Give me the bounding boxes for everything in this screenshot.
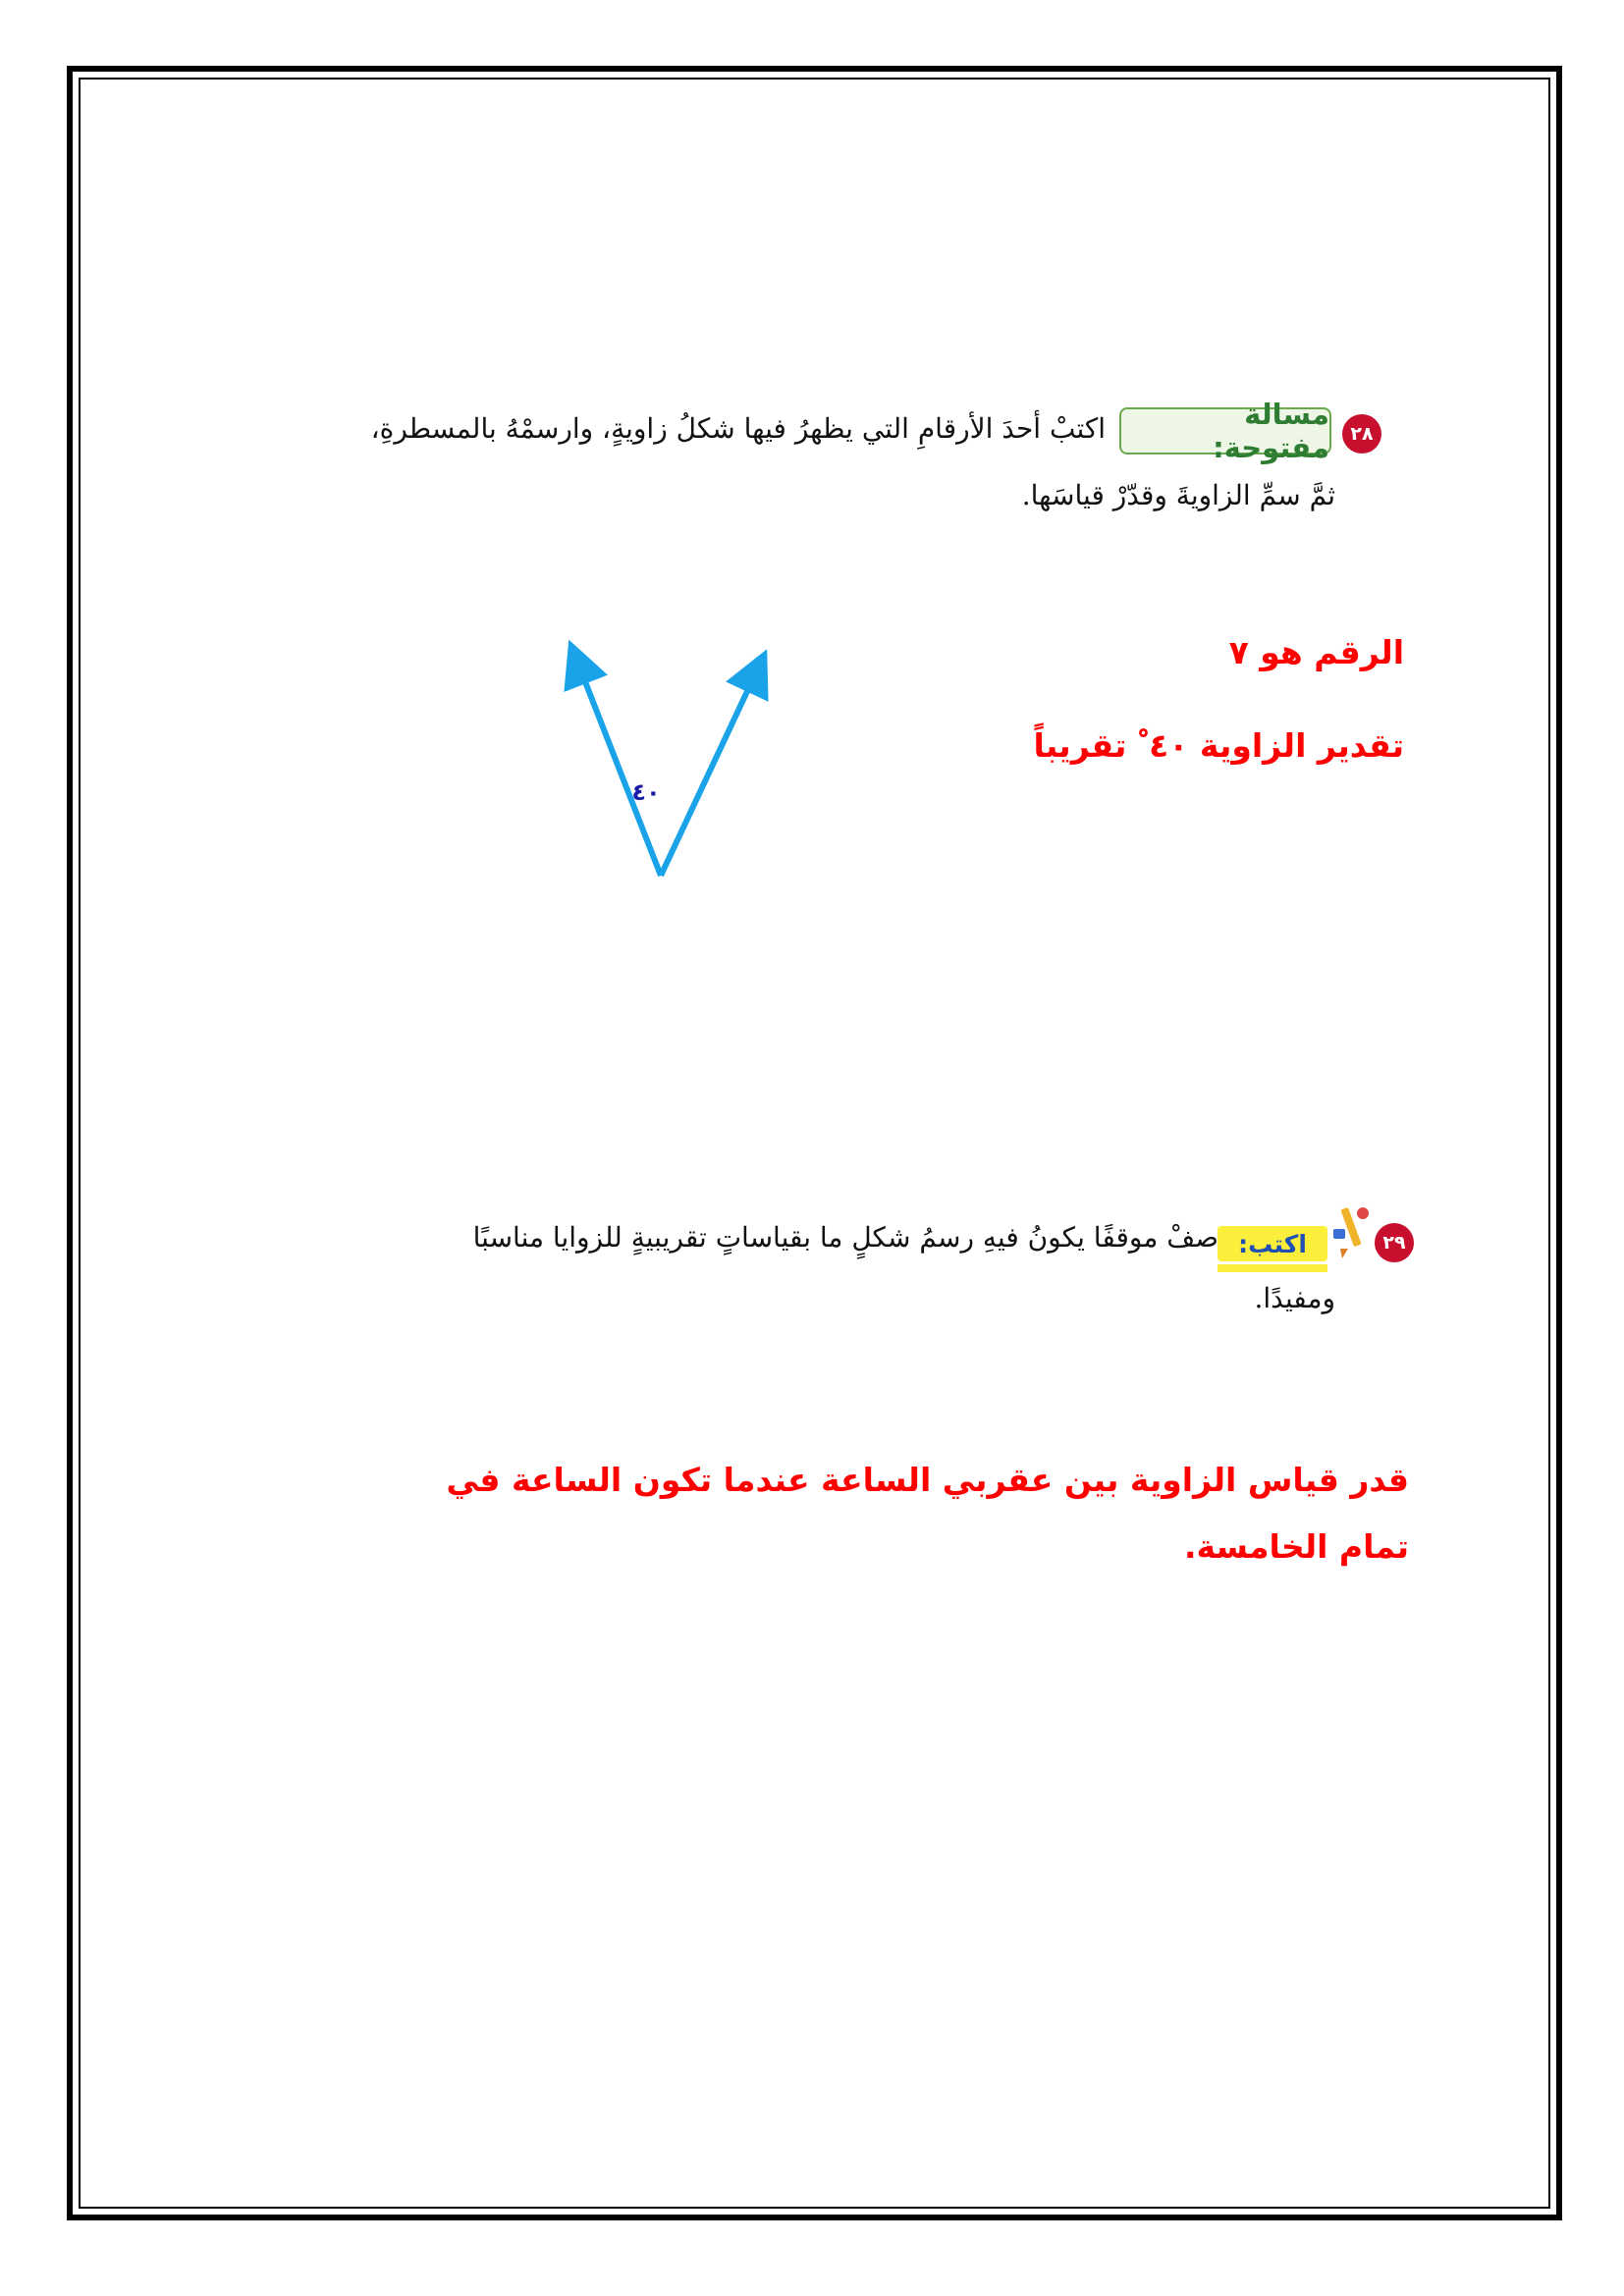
pencil-icon (1329, 1203, 1373, 1260)
open-problem-tag: مسالة مفتوحة: (1119, 407, 1331, 454)
question-29-number-badge: ٢٩ (1375, 1223, 1414, 1262)
answer-28-estimate-line: تقدير الزاوية ٤٠ ْ تقريباً (1033, 726, 1404, 765)
write-tag-underline (1218, 1264, 1327, 1272)
answer-29-line-1: قدر قياس الزاوية بين عقربي الساعة عندما تكون الساعة في (446, 1461, 1409, 1499)
angle-drawing (550, 628, 785, 893)
question-28-text-line-1: اكتبْ أحدَ الأرقامِ التي يظهرُ فيها شكلُ زاويةٍ، وارسمْهُ بالمسطرةِ، (370, 412, 1106, 445)
question-29-text-line-1: صفْ موقفًا يكونُ فيهِ رسمُ شكلٍ ما بقياساتٍ تقريبيةٍ للزوايا مناسبًا (472, 1221, 1218, 1254)
answer-28-number-line: الرقم هو ٧ (1228, 633, 1404, 671)
angle-measure-label: ٤٠ (631, 778, 661, 806)
question-29-text-line-2: ومفيدًا. (1254, 1282, 1335, 1314)
write-tag: اكتب: (1218, 1226, 1327, 1261)
page-border-inner (79, 78, 1550, 2209)
question-28-number-badge: ٢٨ (1342, 414, 1381, 454)
angle-left-arrow (577, 662, 661, 876)
answer-29-line-2: تمام الخامسة. (1183, 1527, 1409, 1566)
question-28-text-line-2: ثمَّ سمِّ الزاويةَ وقدّرْ قياسَها. (1021, 479, 1335, 511)
angle-right-arrow (661, 670, 757, 876)
